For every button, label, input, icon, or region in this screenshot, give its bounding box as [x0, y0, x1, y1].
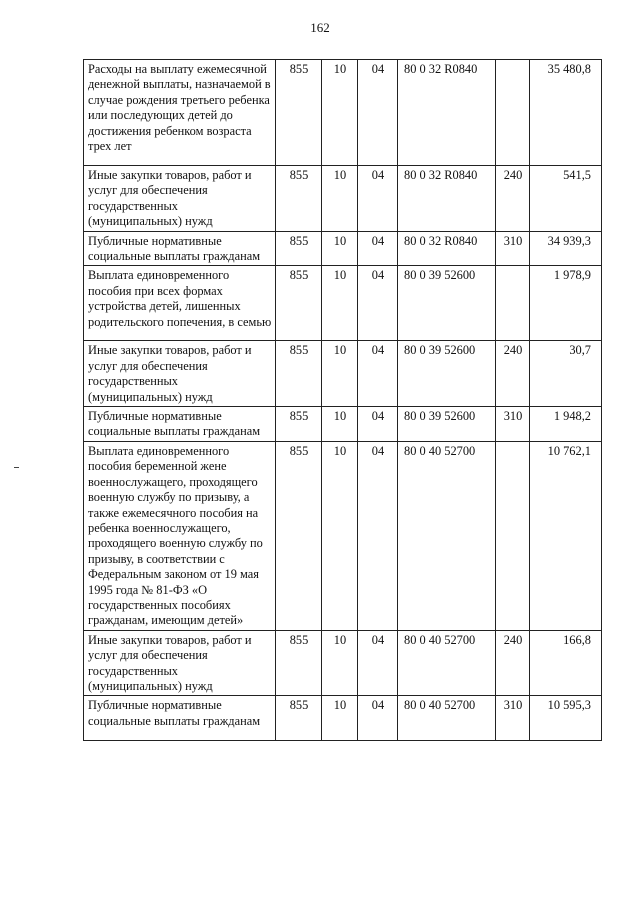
- row-amount: 34 939,3: [530, 231, 602, 266]
- budget-table: [83, 59, 602, 741]
- row-amount: 35 480,8: [530, 60, 602, 166]
- row-name: Публичные нормативные социальные выплаты гражданам: [84, 696, 276, 741]
- row-expense-type: [496, 60, 530, 166]
- table-row: [84, 441, 602, 630]
- page-number: 162: [310, 20, 330, 35]
- row-target-code: 80 0 32 R0840: [398, 231, 496, 266]
- row-ministry-code: 855: [276, 60, 322, 166]
- row-expense-type: 240: [496, 630, 530, 696]
- row-ministry-code: 855: [276, 630, 322, 696]
- row-amount: 10 762,1: [530, 441, 602, 630]
- row-section-code: 10: [322, 231, 358, 266]
- row-section-code: 10: [322, 441, 358, 630]
- row-name: Выплата единовременного пособия при всех формах устройства детей, лишенных родительского попечения, в семью: [84, 266, 276, 341]
- table-row: [84, 60, 602, 166]
- row-section-code: 10: [322, 407, 358, 442]
- row-amount: 30,7: [530, 341, 602, 407]
- row-amount: 10 595,3: [530, 696, 602, 741]
- row-name: Иные закупки товаров, работ и услуг для обеспечения государственных (муниципальных) нужд: [84, 630, 276, 696]
- row-expense-type: 240: [496, 166, 530, 232]
- row-ministry-code: 855: [276, 231, 322, 266]
- row-ministry-code: 855: [276, 166, 322, 232]
- row-subsection-code: 04: [358, 696, 398, 741]
- row-section-code: 10: [322, 341, 358, 407]
- row-expense-type: 310: [496, 407, 530, 442]
- row-section-code: 10: [322, 60, 358, 166]
- row-name: Иные закупки товаров, работ и услуг для обеспечения государственных (муниципальных) нужд: [84, 166, 276, 232]
- table-row: [84, 266, 602, 341]
- row-subsection-code: 04: [358, 341, 398, 407]
- table-row: [84, 341, 602, 407]
- row-subsection-code: 04: [358, 630, 398, 696]
- table-row: [84, 166, 602, 232]
- row-amount: 166,8: [530, 630, 602, 696]
- row-target-code: 80 0 39 52600: [398, 341, 496, 407]
- row-subsection-code: 04: [358, 441, 398, 630]
- row-name: Выплата единовременного пособия беременной жене военнослужащего, проходящего военную службу по призыву, а также ежемесячного пособия на ребенка военнослужащего, проходящего военную службу по призыву, в соответствии с Федеральным законом от 19 мая 1995 года № 81-ФЗ «О государственных пособиях гражданам, имеющим детей»: [84, 441, 276, 630]
- row-subsection-code: 04: [358, 231, 398, 266]
- row-target-code: 80 0 39 52600: [398, 407, 496, 442]
- row-ministry-code: 855: [276, 266, 322, 341]
- table-row: [84, 231, 602, 266]
- row-expense-type: 240: [496, 341, 530, 407]
- row-subsection-code: 04: [358, 407, 398, 442]
- row-target-code: 80 0 40 52700: [398, 441, 496, 630]
- row-expense-type: 310: [496, 696, 530, 741]
- row-ministry-code: 855: [276, 407, 322, 442]
- table-row: [84, 630, 602, 696]
- row-amount: 1 948,2: [530, 407, 602, 442]
- table-row: [84, 407, 602, 442]
- row-section-code: 10: [322, 696, 358, 741]
- row-expense-type: 310: [496, 231, 530, 266]
- row-ministry-code: 855: [276, 441, 322, 630]
- row-ministry-code: 855: [276, 341, 322, 407]
- row-name: Иные закупки товаров, работ и услуг для обеспечения государственных (муниципальных) нужд: [84, 341, 276, 407]
- row-amount: 1 978,9: [530, 266, 602, 341]
- row-target-code: 80 0 40 52700: [398, 630, 496, 696]
- row-section-code: 10: [322, 166, 358, 232]
- row-name: Публичные нормативные социальные выплаты гражданам: [84, 231, 276, 266]
- row-subsection-code: 04: [358, 60, 398, 166]
- row-subsection-code: 04: [358, 266, 398, 341]
- row-subsection-code: 04: [358, 166, 398, 232]
- row-expense-type: [496, 441, 530, 630]
- row-ministry-code: 855: [276, 696, 322, 741]
- row-amount: 541,5: [530, 166, 602, 232]
- row-section-code: 10: [322, 266, 358, 341]
- row-name: Публичные нормативные социальные выплаты гражданам: [84, 407, 276, 442]
- row-target-code: 80 0 40 52700: [398, 696, 496, 741]
- margin-mark: [14, 467, 19, 468]
- table-row: [84, 696, 602, 741]
- row-target-code: 80 0 32 R0840: [398, 60, 496, 166]
- row-section-code: 10: [322, 630, 358, 696]
- row-name: Расходы на выплату ежемесячной денежной выплаты, назначаемой в случае рождения третьего ребенка или последующих детей до достижения ребенком возраста трех лет: [84, 60, 276, 166]
- row-target-code: 80 0 39 52600: [398, 266, 496, 341]
- row-expense-type: [496, 266, 530, 341]
- row-target-code: 80 0 32 R0840: [398, 166, 496, 232]
